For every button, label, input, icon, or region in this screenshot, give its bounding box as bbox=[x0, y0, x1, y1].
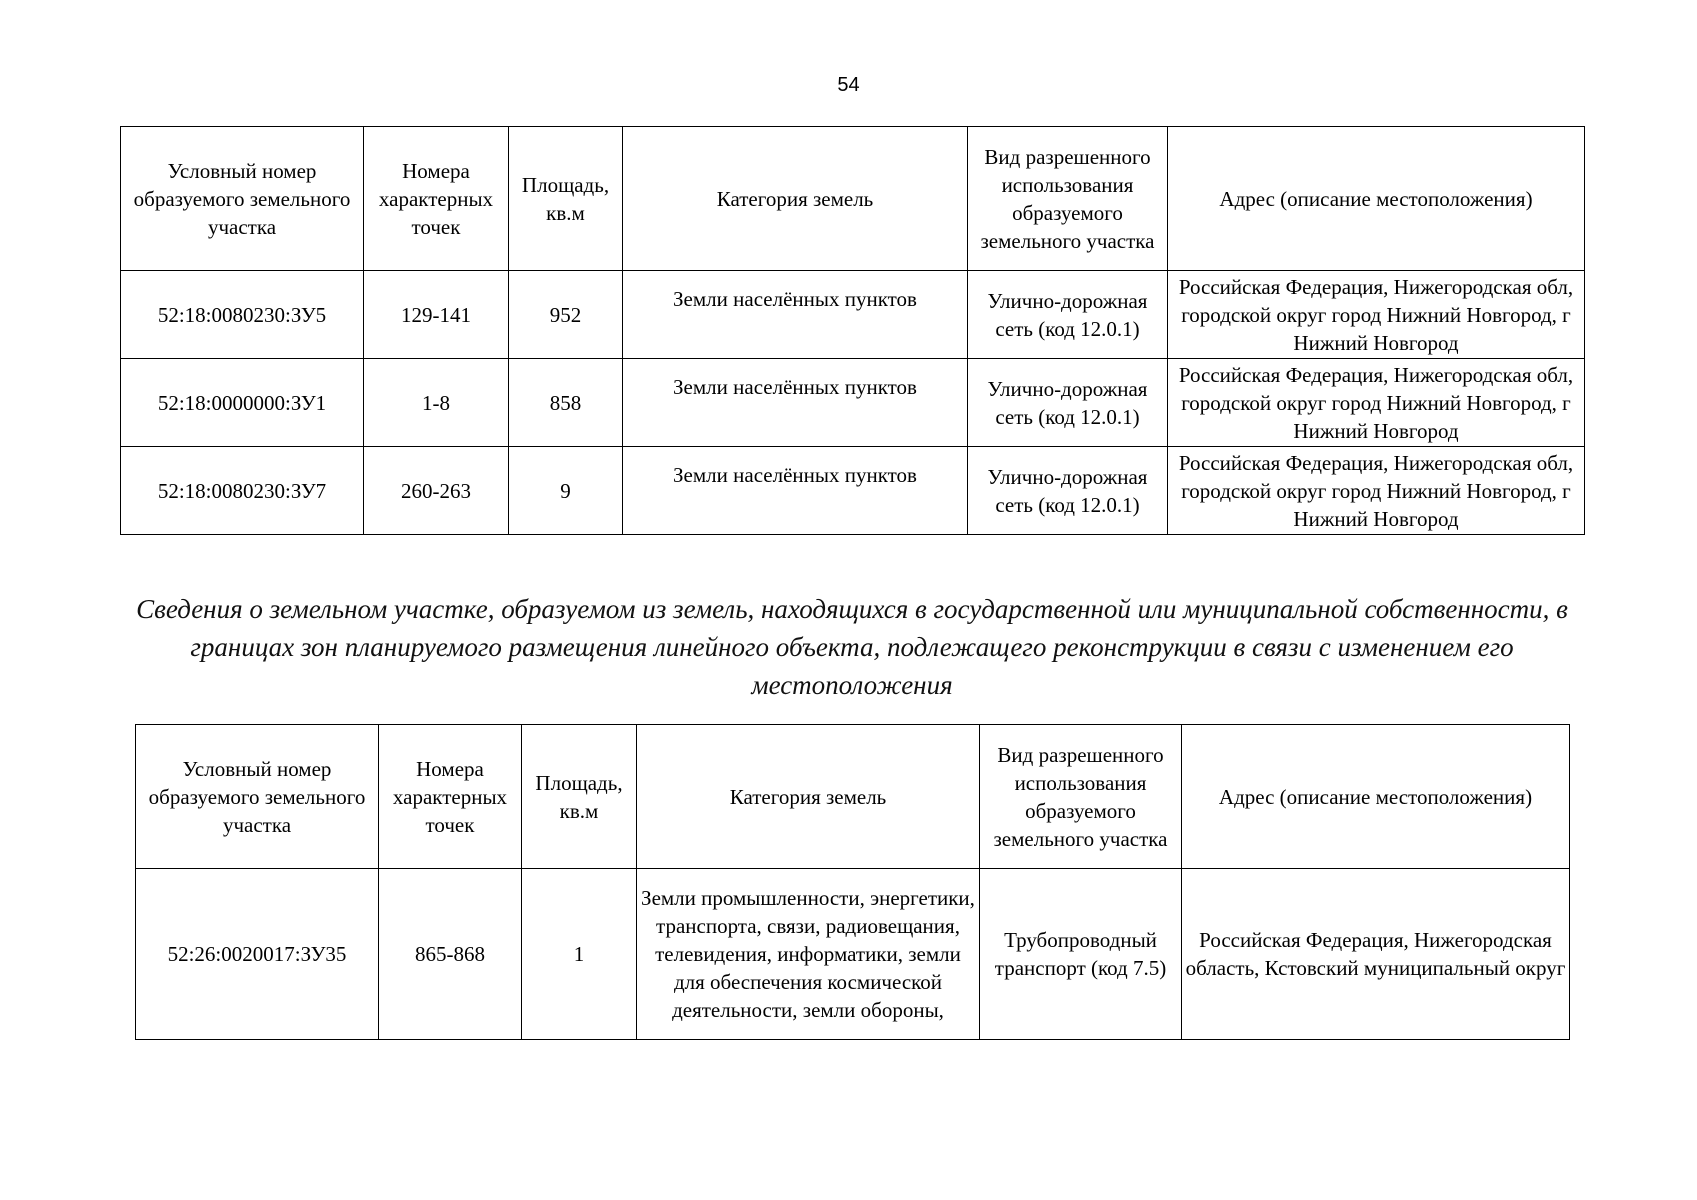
cell-address: Российская Федерация, Нижегородская обл, городской округ город Нижний Новгород, г Нижний Новгород bbox=[1168, 359, 1585, 447]
header-address: Адрес (описание местоположения) bbox=[1182, 725, 1570, 869]
header-address: Адрес (описание местоположения) bbox=[1168, 127, 1585, 271]
header-points: Номера характерных точек bbox=[364, 127, 509, 271]
cell-plot-number: 52:18:0080230:ЗУ7 bbox=[121, 447, 364, 535]
cell-permitted-use: Трубопроводный транспорт (код 7.5) bbox=[980, 869, 1182, 1040]
header-area: Площадь, кв.м bbox=[522, 725, 637, 869]
header-land-category: Категория земель bbox=[623, 127, 968, 271]
header-area: Площадь, кв.м bbox=[509, 127, 623, 271]
cell-land-category: Земли промышленности, энергетики, транспорта, связи, радиовещания, телевидения, информатики, земли для обеспечения космической деятельности, земли обороны, bbox=[637, 869, 980, 1040]
land-plot-table-state-owned bbox=[135, 724, 1570, 1040]
header-plot-number: Условный номер образуемого земельного участка bbox=[136, 725, 379, 869]
header-plot-number: Условный номер образуемого земельного участка bbox=[121, 127, 364, 271]
table-header-row bbox=[121, 127, 1585, 271]
cell-area: 9 bbox=[509, 447, 623, 535]
table-row bbox=[121, 271, 1585, 359]
cell-points: 1-8 bbox=[364, 359, 509, 447]
cell-points: 129-141 bbox=[364, 271, 509, 359]
header-points: Номера характерных точек bbox=[379, 725, 522, 869]
cell-permitted-use: Улично-дорожная сеть (код 12.0.1) bbox=[968, 271, 1168, 359]
page-number: 54 bbox=[837, 74, 860, 96]
cell-land-category: Земли населённых пунктов bbox=[623, 447, 968, 535]
header-land-category: Категория земель bbox=[637, 725, 980, 869]
table-row bbox=[136, 869, 1570, 1040]
cell-plot-number: 52:18:0080230:ЗУ5 bbox=[121, 271, 364, 359]
header-permitted-use: Вид разрешенного использования образуемого земельного участка bbox=[980, 725, 1182, 869]
cell-plot-number: 52:26:0020017:ЗУ35 bbox=[136, 869, 379, 1040]
header-permitted-use: Вид разрешенного использования образуемого земельного участка bbox=[968, 127, 1168, 271]
table-row bbox=[121, 359, 1585, 447]
cell-points: 865-868 bbox=[379, 869, 522, 1040]
cell-plot-number: 52:18:0000000:ЗУ1 bbox=[121, 359, 364, 447]
cell-permitted-use: Улично-дорожная сеть (код 12.0.1) bbox=[968, 359, 1168, 447]
land-plots-table bbox=[120, 126, 1585, 535]
cell-area: 858 bbox=[509, 359, 623, 447]
cell-address: Российская Федерация, Нижегородская обл, городской округ город Нижний Новгород, г Нижний Новгород bbox=[1168, 271, 1585, 359]
table-row bbox=[121, 447, 1585, 535]
section-heading: Сведения о земельном участке, образуемом из земель, находящихся в государственной или муниципальной собственности, в границах зон планируемого размещения линейного объекта, подлежащего реконструкции в связи с изменением его местоположения bbox=[136, 594, 1568, 700]
cell-area: 952 bbox=[509, 271, 623, 359]
cell-permitted-use: Улично-дорожная сеть (код 12.0.1) bbox=[968, 447, 1168, 535]
cell-area: 1 bbox=[522, 869, 637, 1040]
cell-land-category: Земли населённых пунктов bbox=[623, 271, 968, 359]
cell-address: Российская Федерация, Нижегородская область, Кстовский муниципальный округ bbox=[1182, 869, 1570, 1040]
cell-address: Российская Федерация, Нижегородская обл, городской округ город Нижний Новгород, г Нижний Новгород bbox=[1168, 447, 1585, 535]
cell-land-category: Земли населённых пунктов bbox=[623, 359, 968, 447]
table-header-row bbox=[136, 725, 1570, 869]
cell-points: 260-263 bbox=[364, 447, 509, 535]
